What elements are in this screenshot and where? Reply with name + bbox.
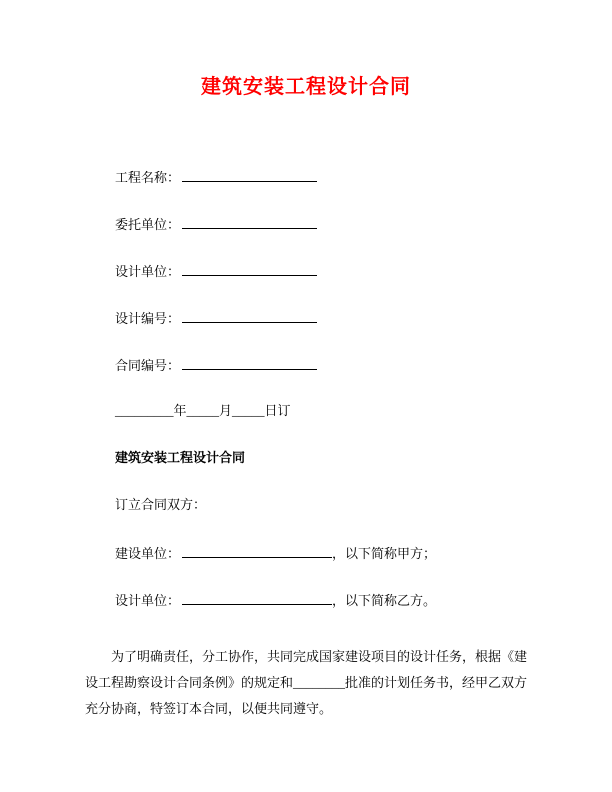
field-label-entrusting-unit: 委托单位： [115, 217, 181, 232]
field-label-design-unit: 设计单位： [115, 264, 181, 279]
contract-subtitle-text: 建筑安装工程设计合同 [115, 450, 246, 465]
field-row-project-name [115, 168, 612, 215]
date-line-text: _________年_____月_____日订 [115, 403, 291, 418]
party-label-client: 建设单位： [115, 546, 181, 561]
field-label-design-number: 设计编号： [115, 311, 181, 326]
intro-line-text: 订立合同双方： [115, 497, 207, 512]
intro-line [115, 497, 612, 544]
form-section [115, 168, 612, 638]
party-label-designer: 设计单位： [115, 593, 181, 608]
date-line [115, 403, 612, 450]
blank-underline-entrusting-unit [182, 215, 317, 229]
field-row-design-number [115, 309, 612, 356]
party-row-designer [115, 591, 612, 638]
blank-underline-client [182, 544, 332, 558]
field-row-contract-number [115, 356, 612, 403]
blank-underline-project-name [182, 168, 317, 182]
blank-underline-design-unit [182, 262, 317, 276]
field-label-project-name: 工程名称： [115, 170, 181, 185]
party-suffix-client: ，以下简称甲方； [332, 546, 437, 561]
party-row-client [115, 544, 612, 591]
blank-underline-contract-number [182, 356, 317, 370]
blank-underline-design-number [182, 309, 317, 323]
blank-underline-designer [182, 591, 332, 605]
contract-subtitle [115, 450, 612, 497]
document-title: 建筑安装工程设计合同 [201, 76, 411, 98]
field-label-contract-number: 合同编号： [115, 358, 181, 373]
field-row-entrusting-unit [115, 215, 612, 262]
party-suffix-designer: ，以下简称乙方。 [332, 593, 437, 608]
field-row-design-unit [115, 262, 612, 309]
opening-paragraph: 为了明确责任，分工协作，共同完成国家建设项目的设计任务，根据《建设工程勘察设计合同条例》的规定和________批准的计划任务书，经甲乙双方充分协商，特签订本合同，以便共同遵守。 [85, 649, 528, 716]
